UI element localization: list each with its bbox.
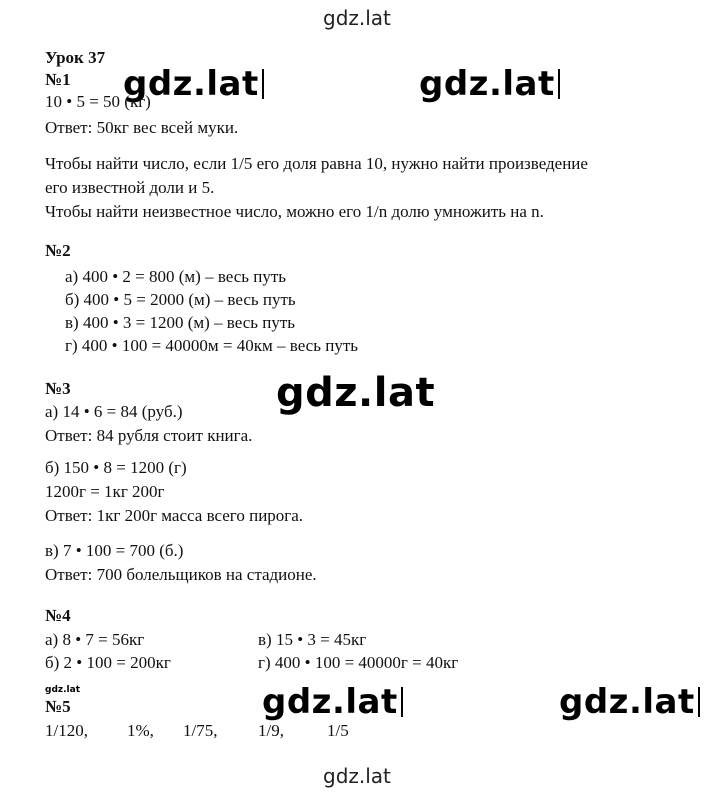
task3-line: а) 14 • 6 = 84 (руб.) [45,402,183,421]
watermark-top: gdz.lat [323,6,391,30]
task1-heading: №1 [45,70,71,89]
task3-line: 1200г = 1кг 200г [45,482,165,501]
task1-line: Ответ: 50кг вес всей муки. [45,118,239,137]
watermark: gdz.lat [419,64,560,104]
task4-line: б) 2 • 100 = 200кг [45,653,171,672]
task5-item: 1%, [127,721,154,740]
task5-item: 1/75, [183,721,218,740]
task1-line: Чтобы найти неизвестное число, можно его 1/n долю умножить на n. [45,202,544,221]
task3-line: Ответ: 84 рубля стоит книга. [45,426,253,445]
task5-heading: №5 [45,697,71,716]
watermark: gdz.lat [559,682,700,722]
lesson-title: Урок 37 [45,48,106,67]
watermark-bottom: gdz.lat [323,764,391,788]
task5-item: 1/120, [45,721,88,740]
task3-line: Ответ: 1кг 200г масса всего пирога. [45,506,304,525]
task2-line: г) 400 • 100 = 40000м = 40км – весь путь [65,336,359,355]
task3-line: б) 150 • 8 = 1200 (г) [45,458,187,477]
task1-line: 10 • 5 = 50 (кг) [45,92,151,111]
watermark: gdz.lat [262,682,403,722]
task3-line: Ответ: 700 болельщиков на стадионе. [45,565,317,584]
task1-line: Чтобы найти число, если 1/5 его доля равна 10, нужно найти произведение [45,154,588,173]
watermark: gdz.lat [276,370,436,416]
task3-line: в) 7 • 100 = 700 (б.) [45,541,184,560]
task1-line: его известной доли и 5. [45,178,215,197]
task2-heading: №2 [45,241,71,260]
task5-item: 1/9, [258,721,284,740]
task2-line: в) 400 • 3 = 1200 (м) – весь путь [65,313,296,332]
task2-line: а) 400 • 2 = 800 (м) – весь путь [65,267,287,286]
task2-line: б) 400 • 5 = 2000 (м) – весь путь [65,290,296,309]
task3-heading: №3 [45,379,71,398]
task4-line: а) 8 • 7 = 56кг [45,630,145,649]
task5-item: 1/5 [327,721,349,740]
watermark: gdz.lat [123,64,264,104]
watermark-tiny: gdz.lat [45,685,81,695]
task4-heading: №4 [45,606,71,625]
task4-line: в) 15 • 3 = 45кг [258,630,367,649]
task4-line: г) 400 • 100 = 40000г = 40кг [258,653,459,672]
